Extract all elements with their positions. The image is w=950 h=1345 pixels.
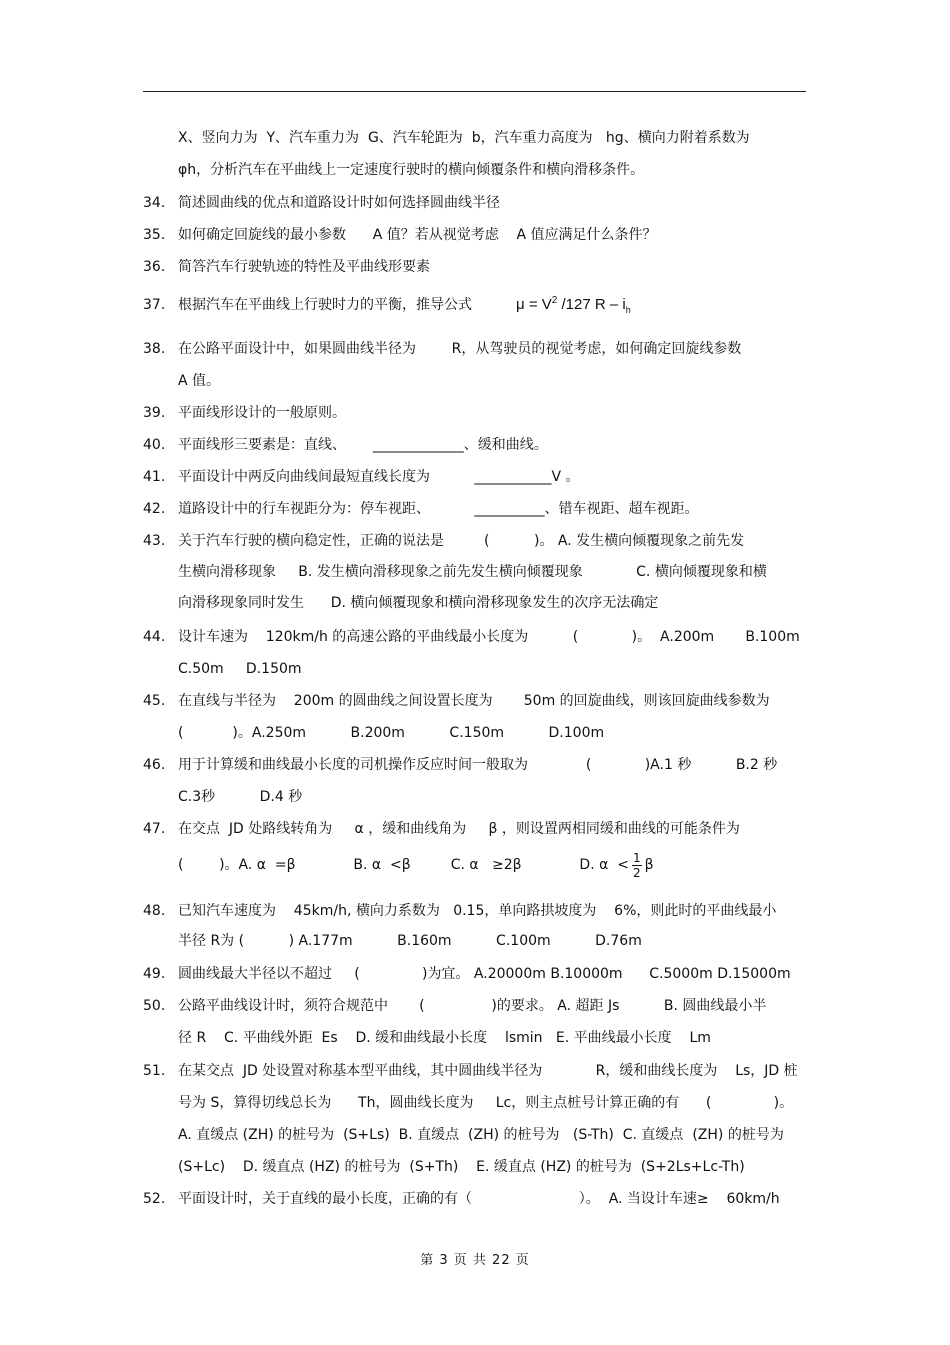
- question-number: 48.: [143, 903, 166, 919]
- question-47: [143, 819, 808, 839]
- question-number: 46.: [143, 757, 166, 773]
- question-text: 用于计算缓和曲线最小长度的司机操作反应时间一般取为 ( )A.1 秒 B.2 秒: [178, 757, 778, 773]
- question-text: 简述圆曲线的优点和道路设计时如何选择圆曲线半径: [178, 195, 500, 211]
- text-line: [143, 562, 808, 582]
- question-41: [143, 467, 808, 487]
- question-number: 40.: [143, 437, 166, 453]
- line-text: X、竖向力为 Y、汽车重力为 G、汽车轮距为 b，汽车重力高度为 hg、横向力附着系数为: [178, 130, 750, 146]
- question-number: 35.: [143, 227, 166, 243]
- question-number: 42.: [143, 501, 166, 517]
- question-48: [143, 901, 808, 921]
- question-44: [143, 627, 808, 647]
- line-text: φh，分析汽车在平曲线上一定速度行驶时的横向倾覆条件和横向滑移条件。: [178, 162, 645, 178]
- line-text: 向滑移现象同时发生 D. 横向倾覆现象和横向滑移现象发生的次序无法确定: [178, 595, 659, 611]
- line-text: C.50m D.150m: [178, 661, 302, 677]
- formula: [516, 296, 631, 313]
- fraction-numerator: 1: [632, 850, 641, 865]
- question-number: 52.: [143, 1191, 166, 1207]
- question-35: [143, 225, 808, 245]
- question-46: [143, 755, 808, 775]
- question-number: 49.: [143, 966, 166, 982]
- text-line: [143, 1093, 808, 1113]
- question-number: 39.: [143, 405, 166, 421]
- question-text: 关于汽车行驶的横向稳定性，正确的说法是 ( )。 A. 发生横向倾覆现象之前先发: [178, 533, 745, 549]
- question-number: 51.: [143, 1063, 166, 1079]
- question-number: 34.: [143, 195, 166, 211]
- question-text: 在公路平面设计中，如果圆曲线半径为 R，从驾驶员的视觉考虑，如何确定回旋线参数: [178, 341, 742, 357]
- question-number: 41.: [143, 469, 166, 485]
- line-text: 号为 S，算得切线总长为 Th，圆曲线长度为 Lc，则主点桩号计算正确的有 ( )。: [178, 1095, 794, 1111]
- question-text: 平面线形设计的一般原则。: [178, 405, 346, 421]
- question-text: 公路平曲线设计时，须符合规范中 ( )的要求。 A. 超距 Js B. 圆曲线最小半: [178, 998, 767, 1014]
- line-text: A 值。: [178, 373, 221, 389]
- text-line: [143, 931, 808, 951]
- question-text: 简答汽车行驶轨迹的特性及平曲线形要素: [178, 259, 430, 275]
- text-line: [143, 1028, 808, 1048]
- question-43: [143, 531, 808, 551]
- text-line: [143, 371, 808, 391]
- fraction-denominator: 2: [632, 865, 641, 880]
- text-line: [143, 723, 808, 743]
- question-50: [143, 996, 808, 1016]
- text-line: [143, 659, 808, 679]
- question-number: 45.: [143, 693, 166, 709]
- header-rule: [143, 91, 806, 92]
- question-text: 已知汽车速度为 45km/h, 横向力系数为 0.15，单向路拱坡度为 6%，则此时的平曲线最小: [178, 903, 777, 919]
- text-line: [143, 787, 808, 807]
- question-51: [143, 1061, 808, 1081]
- question-number: 37.: [143, 297, 166, 313]
- question-36: [143, 257, 808, 277]
- question-34: [143, 193, 808, 213]
- question-text: 在某交点 JD 处设置对称基本型平曲线，其中圆曲线半径为 R，缓和曲线长度为 Ls，JD 桩: [178, 1063, 798, 1079]
- formula-exponent: 2: [551, 295, 558, 306]
- question-text: 设计车速为 120km/h 的高速公路的平曲线最小长度为 ( )。 A.200m B.100m: [178, 629, 800, 645]
- question-text: 圆曲线最大半径以不超过 ( )为宜。 A.20000m B.10000m C.5000m D.15000m: [178, 966, 791, 982]
- question-number: 47.: [143, 821, 166, 837]
- line-text: 半径 R为 ( ) A.177m B.160m C.100m D.76m: [178, 933, 642, 949]
- line-text: ( )。A. α =β B. α <β C. α ≥2β D. α <: [178, 857, 629, 873]
- question-39: [143, 403, 808, 423]
- fraction-one-half: [632, 851, 642, 880]
- question-number: 36.: [143, 259, 166, 275]
- formula-eq: = V: [528, 296, 552, 313]
- formula-mu: μ: [516, 296, 525, 313]
- text-line: [143, 160, 808, 180]
- text-line: [143, 593, 808, 613]
- question-number: 50.: [143, 998, 166, 1014]
- page-footer: 第 3 页 共 22 页: [420, 1253, 530, 1268]
- question-text: 平面设计时，关于直线的最小长度，正确的有（ ）。 A. 当设计车速≥ 60km/h: [178, 1191, 780, 1207]
- question-text: 在交点 JD 处路线转角为 α ，缓和曲线角为 β ，则设置两相同缓和曲线的可能条件为: [178, 821, 740, 837]
- formula-subscript: h: [625, 305, 631, 315]
- question-45: [143, 691, 808, 711]
- question-49: [143, 964, 808, 984]
- question-38: [143, 339, 808, 359]
- question-text: 如何确定回旋线的最小参数 A 值？若从视觉考虑 A 值应满足什么条件？: [178, 227, 657, 243]
- text-line: [143, 850, 808, 880]
- line-text: 生横向滑移现象 B. 发生横向滑移现象之前先发生横向倾覆现象 C. 横向倾覆现象和横: [178, 564, 767, 580]
- question-42: [143, 499, 808, 519]
- question-number: 38.: [143, 341, 166, 357]
- question-text: 道路设计中的行车视距分为：停车视距、 __________、错车视距、超车视距。: [178, 501, 699, 517]
- question-number: 44.: [143, 629, 166, 645]
- text-line: [143, 1125, 808, 1145]
- question-text: 根据汽车在平曲线上行驶时力的平衡，推导公式: [178, 297, 472, 313]
- line-text: (S+Lc) D. 缓直点 (HZ) 的桩号为 (S+Th) E. 缓直点 (HZ) 的桩号为 (S+2Ls+Lc-Th): [178, 1159, 745, 1175]
- line-text: A. 直缓点 (ZH) 的桩号为 (S+Ls) B. 直缓点 (ZH) 的桩号为 (S-Th) C. 直缓点 (ZH) 的桩号为: [178, 1127, 784, 1143]
- question-text: 平面线形三要素是：直线、 _____________、缓和曲线。: [178, 437, 548, 453]
- text-line: [143, 1157, 808, 1177]
- question-text: 在直线与半径为 200m 的圆曲线之间设置长度为 50m 的回旋曲线，则该回旋曲线参数为: [178, 693, 770, 709]
- question-40: [143, 435, 808, 455]
- fraction-tail: β: [644, 857, 654, 873]
- question-52: [143, 1189, 808, 1209]
- line-text: ( )。A.250m B.200m C.150m D.100m: [178, 725, 605, 741]
- question-number: 43.: [143, 533, 166, 549]
- question-text: 平面设计中两反向曲线间最短直线长度为 ___________V 。: [178, 469, 580, 485]
- formula-rest: /127 R – i: [561, 296, 626, 313]
- question-37: [143, 291, 808, 320]
- text-line: [143, 128, 808, 148]
- line-text: 径 R C. 平曲线外距 Es D. 缓和曲线最小长度 lsmin E. 平曲线最小长度 Lm: [178, 1030, 711, 1046]
- line-text: C.3秒 D.4 秒: [178, 789, 303, 805]
